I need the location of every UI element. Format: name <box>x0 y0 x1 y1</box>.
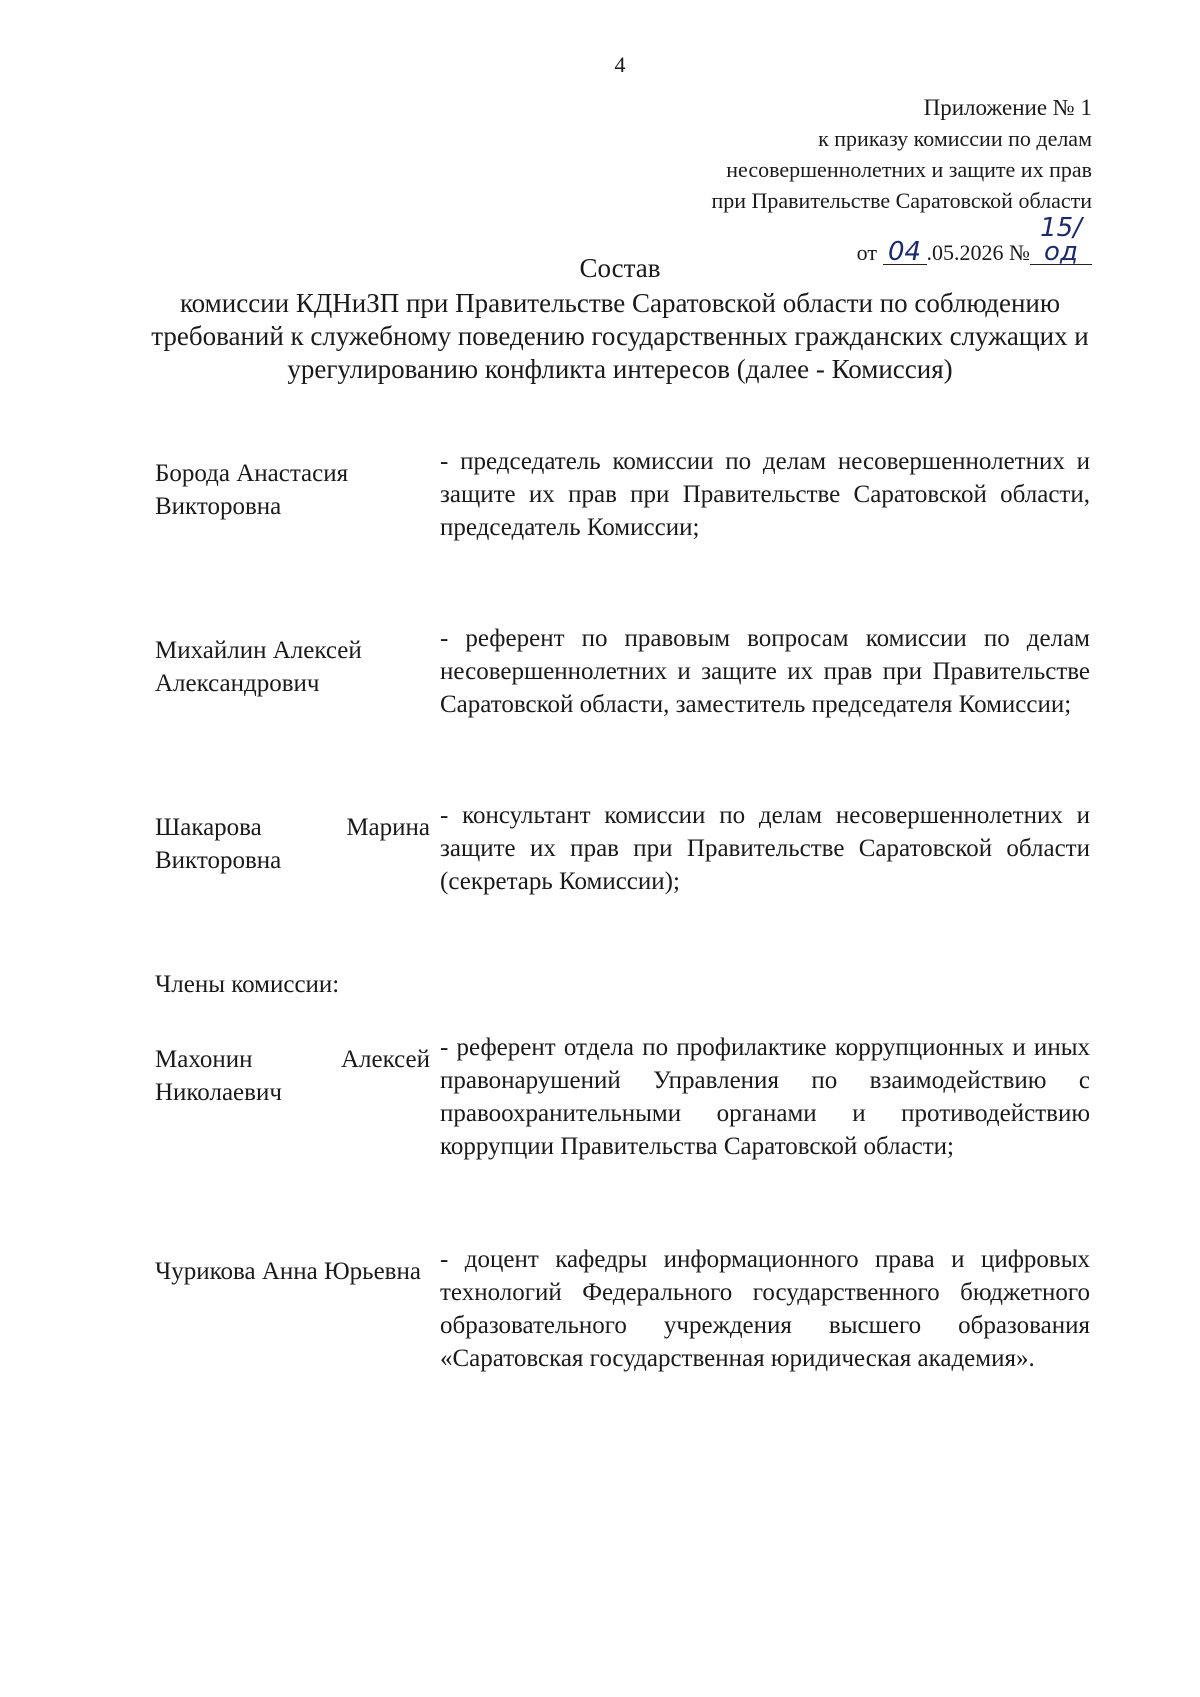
appendix-line-minors: несовершеннолетних и защите их прав <box>726 157 1092 182</box>
member-row-secretary <box>155 799 1090 898</box>
member-row-commission-2 <box>155 1243 1090 1375</box>
document-subtitle: комиссии КДНиЗП при Правительстве Саратовской области по соблюдению требований к служебному поведению государственных гражданских служащих и урегулированию конфликта интересов (далее - Комиссия) <box>151 288 1089 384</box>
date-rest: .05.2026 № <box>926 240 1030 265</box>
document-title: Состав <box>579 253 661 283</box>
member-name: Махонин Алексей Николаевич <box>155 1046 430 1106</box>
member-name: Чурикова Анна Юрьевна <box>155 1258 421 1285</box>
date-prefix: от <box>856 240 877 265</box>
handwritten-day: 04 <box>883 240 927 265</box>
member-name: Михайлин Алексей Александрович <box>155 637 362 697</box>
member-description: - консультант комиссии по делам несовершеннолетних и защите их прав при Правительстве Саратовской области (секретарь Комиссии); <box>440 802 1090 895</box>
appendix-title: Приложение № 1 <box>923 95 1092 120</box>
member-row-commission-1 <box>155 1031 1090 1163</box>
member-description: - председатель комиссии по делам несовершеннолетних и защите их прав при Правительстве Саратовской области, председатель Комиссии; <box>440 448 1090 541</box>
member-name: Борода Анастасия Викторовна <box>155 460 349 520</box>
commission-members-label: Члены комиссии: <box>155 971 340 998</box>
appendix-line-order: к приказу комиссии по делам <box>818 126 1092 151</box>
page-number: 4 <box>614 52 626 77</box>
member-name: Шакарова Марина Викторовна <box>155 814 430 874</box>
appendix-block <box>572 92 1092 268</box>
member-description: - референт отдела по профилактике коррупционных и иных правонарушений Управления по взаимодействию с правоохранительными органами и противодействию коррупции Правительства Саратовской области; <box>440 1034 1090 1160</box>
handwritten-order-number: 15/од <box>1030 216 1092 265</box>
member-row-deputy <box>155 622 1090 721</box>
document-heading <box>140 252 1100 386</box>
member-row-chair <box>155 445 1090 544</box>
members-list <box>155 445 1090 1375</box>
appendix-line-government: при Правительстве Саратовской области <box>711 188 1092 213</box>
member-description: - доцент кафедры информационного права и цифровых технологий Федерального государственного бюджетного образовательного учреждения высшего образования «Саратовская государственная юридическая академия». <box>440 1246 1090 1372</box>
member-description: - референт по правовым вопросам комиссии по делам несовершеннолетних и защите их прав при Правительстве Саратовской области, заместитель председателя Комиссии; <box>440 625 1090 718</box>
